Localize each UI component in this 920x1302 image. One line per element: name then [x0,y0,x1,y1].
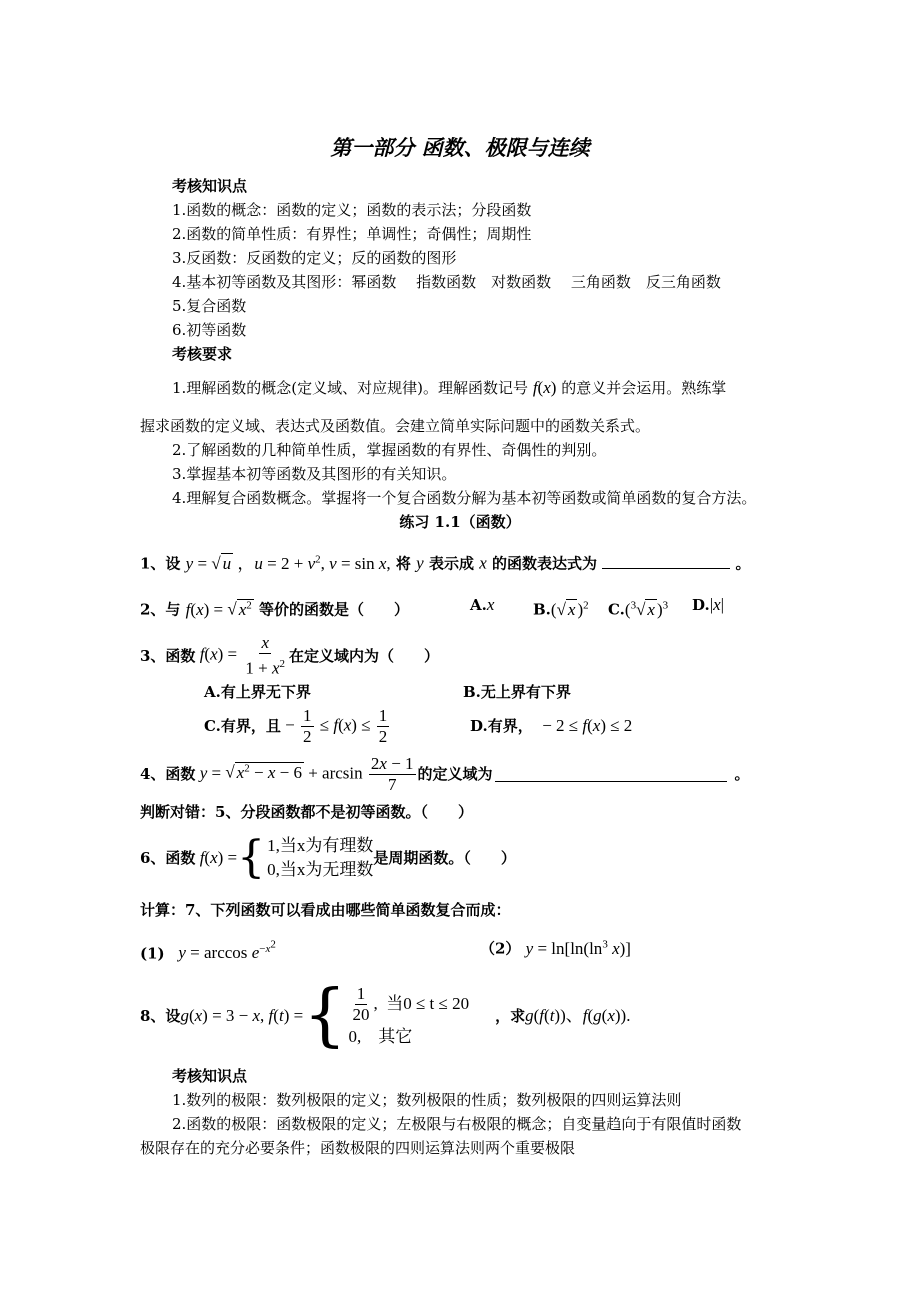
knowledge-item-3: 3.反函数：反函数的定义；反的函数的图形 [172,249,457,267]
q1-post: 的函数表达式为 [491,554,597,573]
q3-option-a[interactable]: A.有上界无下界 [204,683,311,701]
q8-formula: g(x) = 3 − x, f(t) = [180,1006,304,1025]
q3-formula: f(x) = $\frac{x}{1 + x^2}$ [199,633,286,678]
knowledge-item-6: 6.初等函数 [172,321,247,339]
question-8 [140,976,631,1055]
knowledge-item-4: 4.基本初等函数及其图形：幂函数 指数函数 对数函数 三角函数 反三角函数 [172,273,721,291]
q3-option-d[interactable]: D.有界， − 2 ≤ f(x) ≤ 2 [470,716,633,735]
q3-option-c-formula: − $\frac{1}{2}$ ≤ f(x) ≤ $\frac{1}{2}$ [280,705,388,746]
q6-post: 是周期函数。（ ） [373,849,516,867]
q2-option-b-label: B. [533,600,551,619]
requirement-3: 3.掌握基本初等函数及其图形的有关知识。 [172,465,457,483]
q2-post: 等价的函数是（ ） [259,600,410,619]
knowledge-2-item-2b: 极限存在的充分必要条件；函数极限的四则运算法则两个重要极限 [140,1139,576,1157]
exercise-title: 练习 1.1（函数） [399,513,521,531]
q2-option-d-label: D. [692,596,710,614]
q1-label: 1、设 [140,554,181,573]
q2-formula: f(x) = √ $x^2$ [185,599,252,619]
q6-case-2: 0,当x为无理数 [267,860,374,879]
q8-case-2-value: 0, [348,1026,362,1046]
q3-label: 3、函数 [140,647,196,665]
knowledge-item-2: 2.函数的简单性质：有界性；单调性；奇偶性；周期性 [172,225,532,243]
question-5: 判断对错：5、分段函数都不是初等函数。（ ） [140,803,473,821]
q1-mid: 将 [395,554,411,573]
q1-answer-blank[interactable] [602,554,730,569]
q2-label: 2、与 [140,600,181,619]
question-3 [140,634,439,678]
q2-option-c[interactable]: C.($^3$√ x )$^3$ [608,599,669,619]
requirement-1-line-1 [172,378,726,398]
q8-cases: { $\frac{1}{20}$ , 当0 ≤ t ≤ 20 0, 其它 [303,976,470,1055]
q7-part-2: （2） $y = \ln[\ln(\ln^3$ x)] [480,938,631,958]
section-heading-requirements: 考核要求 [172,345,233,363]
knowledge-item-5: 5.复合函数 [172,297,247,315]
q8-case-2-condition: 其它 [378,1026,413,1046]
question-2 [140,595,409,620]
requirement-1-text-a: 1.理解函数的概念(定义域、对应规律)。理解函数记号 [172,379,529,397]
q8-case-1-condition: 当0 ≤ t ≤ 20 [386,994,470,1013]
q3-post: 在定义域内为（ ） [289,647,440,665]
section-heading-knowledge-2: 考核知识点 [172,1067,248,1085]
knowledge-2-item-1: 1.数列的极限：数列极限的定义；数列极限的性质；数列极限的四则运算法则 [172,1091,682,1109]
requirement-1-line-2: 握求函数的定义域、表达式及函数值。会建立简单实际问题中的函数关系式。 [140,417,651,435]
q6-formula: f(x) = [199,848,238,867]
q4-answer-blank[interactable] [495,767,727,782]
q2-option-a-label: A. [470,596,487,614]
q4-formula: y = √ $x^2 - x - 6 + \arcsin$ $\frac{2x - 1}{7}$ [199,753,414,794]
q4-post: 的定义域为 [417,765,493,783]
q6-case-1: 1,当x为有理数 [267,836,374,855]
question-7: 计算：7、下列函数可以看成由哪些简单函数复合而成： [140,901,511,919]
q6-cases: { 1,当x为有理数 0,当x为无理数 [237,832,374,883]
q4-label: 4、函数 [140,765,196,783]
function-notation: f(x) [532,378,557,397]
q7-part-1: (1) $y = \arccos e^{-x^2}$ [140,938,276,963]
q6-label: 6、函数 [140,849,196,867]
q1-formula: y = √ u ，$u = 2 + v^2$, v = sin x, [185,553,391,573]
q7-part-1-label: (1) [140,944,165,963]
section-heading-knowledge: 考核知识点 [172,177,248,195]
knowledge-item-1: 1.函数的概念：函数的定义；函数的表示法；分段函数 [172,201,532,219]
q8-label: 8、设 [140,1007,181,1025]
page-title: 第一部分 函数、极限与连续 [330,135,590,160]
q7-part-2-label: （2） [480,939,521,958]
q8-post: ，求 [495,1007,526,1025]
q8-target: g(f(t))、f(g(x)). [525,1006,631,1025]
requirement-1-text-b: 的意义并会运用。熟练掌 [561,379,727,397]
question-4 [140,752,750,796]
q1-end: 。 [735,554,751,573]
q3-option-c[interactable] [204,704,391,748]
q2-option-b[interactable]: B.(√ x )$^2$ [533,599,589,619]
q3-option-d-label: D.有界， [470,717,533,735]
q4-end: 。 [734,765,750,783]
q3-option-c-label: C.有界，且 [204,717,281,735]
q1-mid2: 表示成 [428,554,474,573]
question-1 [140,549,750,574]
q3-option-b[interactable]: B.无上界有下界 [463,683,571,701]
q2-option-d[interactable]: D.|x| [692,595,725,614]
q1-var-x: x [479,553,487,573]
q2-option-c-label: C. [608,600,625,619]
q2-option-a[interactable]: A.x [470,595,495,614]
question-6 [140,832,516,884]
requirement-2: 2.了解函数的几种简单性质，掌握函数的有界性、奇偶性的判别。 [172,441,607,459]
knowledge-2-item-2a: 2.函数的极限：函数极限的定义；左极限与右极限的概念；自变量趋向于有限值时函数 [172,1115,742,1133]
q1-var-y: y [416,553,424,573]
requirement-4: 4.理解复合函数概念。掌握将一个复合函数分解为基本初等函数或简单函数的复合方法。 [172,489,757,507]
